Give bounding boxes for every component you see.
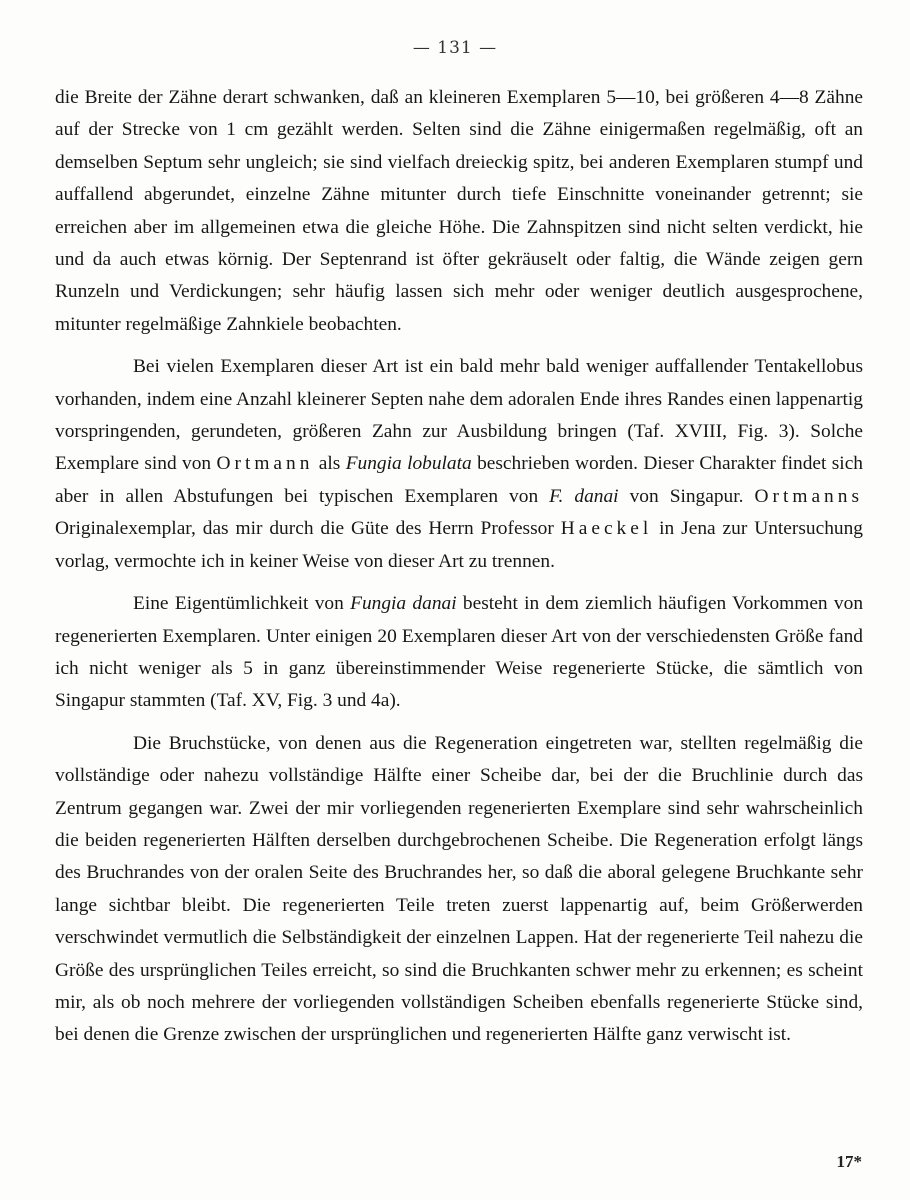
text-run: besteht in dem ziemlich häufigen Vorkommen von regenerierten Exemplaren. Unter einigen 20 Exemplaren dieser Art von der verschiedensten Größe fand ich nicht weniger als 5 in ganz übereinstimmender Weise regenerierte Stücke, die sämtlich von Singapur stammten (Taf. XV, Fig. 3 und 4a). — [55, 593, 864, 712]
text-run: Bei vielen Exemplaren dieser Art ist ein bald mehr bald weniger auffallender Tentakellobus vorhanden, indem eine Anzahl kleinerer Septen nahe dem adoralen Ende ihres Randes einen lappenartig vorspringenden, gerundeten, größeren Zahn zur Ausbildung bringen (Taf. XVIII, Fig. 3). Solche Exemplare sind von — [55, 356, 863, 475]
text-run: die Breite der Zähne derart schwanken, daß an kleineren Exemplaren 5—10, bei größeren 4—8 Zähne auf der Strecke von 1 cm gezählt werden. Selten sind die Zähne einigermaßen regelmäßig, oft an demselben Septum sehr ungleich; sie sind vielfach dreieckig spitz, bei anderen Exemplaren stumpf und auffallend abgerundet, einzelne Zähne mitunter durch tiefe Einschnitte voneinander getrennt; sie erreichen aber im allgemeinen etwa die gleiche Höhe. Die Zahnspitzen sind nicht selten verdickt, hie und da auch etwas körnig. Der Septenrand ist öfter gekräuselt oder faltig, die Wände zeigen gern Runzeln und Verdickungen; sehr häufig lassen sich mehr oder weniger deutlich ausgesprochene, mitunter regelmäßige Zahnkiele beobachten. — [55, 87, 863, 335]
paragraph — [55, 728, 863, 1052]
signature-mark: 17* — [836, 1152, 862, 1171]
paragraph — [55, 82, 863, 341]
author-name: Ortmann — [216, 453, 314, 475]
author-name: Haeckel — [560, 518, 653, 540]
text-run: als — [313, 453, 346, 475]
author-name: Ortmanns — [754, 485, 863, 507]
taxon-name: Fungia lobulata — [345, 453, 472, 475]
body-text — [55, 82, 863, 1062]
text-run: Die Bruchstücke, von denen aus die Regeneration eingetreten war, stellten regelmäßig die vollständige oder nahezu vollständige Hälfte einer Scheibe dar, bei der die Bruchlinie durch das Zentrum gegangen war. Zwei der mir vorliegenden regenerierten Exemplare sind sehr wahrscheinlich die beiden regenerierten Hälften derselben durchgebrochenen Scheibe. Die Regeneration erfolgt längs des Bruchrandes von der oralen Seite des Bruchrandes her, so daß die aboral gelegene Bruchkante sehr lange sichtbar bleibt. Die regenerierten Teile treten zuerst lappenartig auf, beim Größerwerden verschwindet vermutlich die Selbständigkeit der einzelnen Lappen. Hat der regenerierte Teil nahezu die Größe des ursprünglichen Teiles erreicht, so sind die Bruchkanten schwer mehr zu erkennen; es scheint mir, als ob noch mehrere der vorliegenden vollständigen Scheiben ebenfalls regenerierte Stücke sind, bei denen die Grenze zwischen der ursprünglichen und regenerierten Hälfte ganz verwischt ist. — [55, 732, 863, 1046]
page-number: — 131 — — [412, 38, 498, 58]
text-run: beschrieben worden. Dieser Charakter findet sich aber in allen Abstufungen bei typischen Exemplaren von — [55, 453, 863, 507]
paragraph — [55, 588, 863, 718]
text-run: von Singapur. — [618, 485, 755, 507]
taxon-name: F. danai — [549, 485, 619, 507]
paragraph — [55, 351, 863, 578]
text-run: Eine Eigentümlichkeit von — [133, 593, 351, 615]
taxon-name: Fungia danai — [350, 593, 457, 615]
text-run: in Jena zur Untersuchung vorlag, vermochte ich in keiner Weise von dieser Art zu trennen. — [55, 518, 864, 572]
text-run: Originalexemplar, das mir durch die Güte des Herrn Professor — [55, 518, 561, 540]
